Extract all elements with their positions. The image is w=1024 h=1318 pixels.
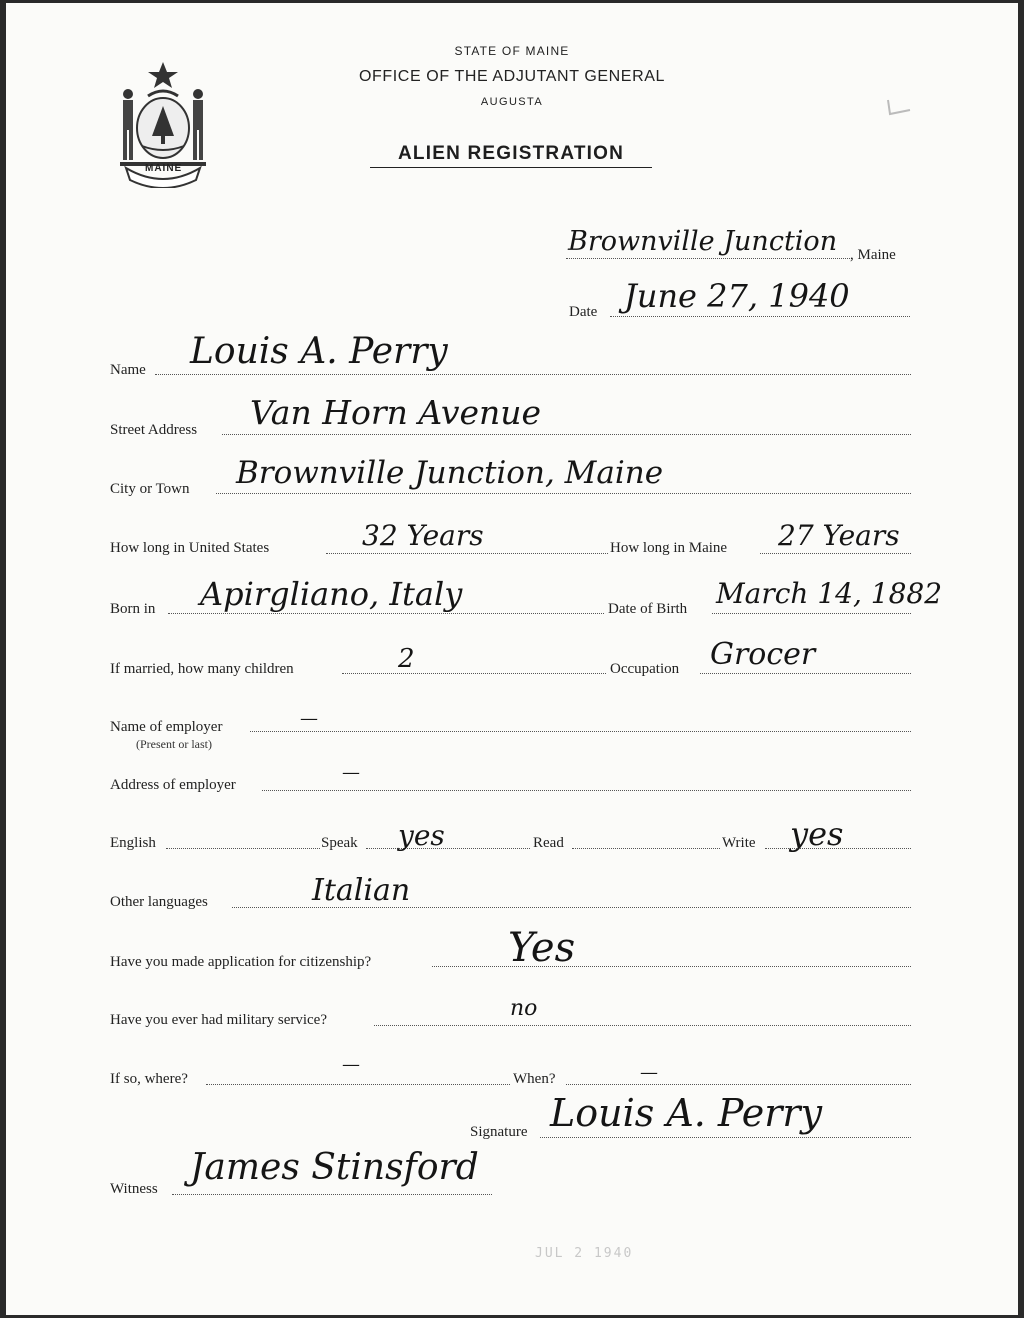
name-dotted-line xyxy=(155,374,911,375)
witness-label: Witness xyxy=(110,1181,158,1197)
occupation-value: Grocer xyxy=(710,637,816,672)
city-heading: AUGUSTA xyxy=(480,96,544,108)
other-languages-label: Other languages xyxy=(110,894,208,910)
city-value: Brownville Junction, Maine xyxy=(236,455,664,491)
place-dotted-line xyxy=(566,258,852,259)
signature-dotted-line xyxy=(540,1137,911,1138)
witness-value: James Stinsford xyxy=(190,1147,479,1188)
employer-address-label: Address of employer xyxy=(110,777,236,793)
signature-label: Signature xyxy=(470,1124,528,1140)
employer-value: — xyxy=(300,708,318,729)
place-handwritten: Brownville Junction xyxy=(568,226,838,257)
when-value: — xyxy=(640,1062,658,1083)
write-label: Write xyxy=(722,835,756,851)
form-title: ALIEN REGISTRATION xyxy=(370,143,652,168)
date-of-birth-value: March 14, 1882 xyxy=(716,577,943,610)
how-long-maine-dotted-line xyxy=(760,553,911,554)
speak-label: Speak xyxy=(321,835,358,851)
military-value: no xyxy=(510,996,538,1021)
date-of-birth-dotted-line xyxy=(712,613,911,614)
children-value: 2 xyxy=(398,644,415,674)
how-long-maine-value: 27 Years xyxy=(778,519,900,552)
write-value: yes xyxy=(790,815,844,853)
how-long-us-dotted-line xyxy=(326,553,608,554)
where-dotted-line xyxy=(206,1084,510,1085)
born-in-label: Born in xyxy=(110,601,156,617)
employer-address-value: — xyxy=(342,762,360,783)
military-label: Have you ever had military service? xyxy=(110,1012,327,1028)
seal-banner-text: MAINE xyxy=(145,163,183,174)
citizenship-value: Yes xyxy=(508,925,576,971)
signature-value: Louis A. Perry xyxy=(550,1091,823,1135)
citizenship-label: Have you made application for citizenship? xyxy=(110,954,372,970)
received-stamp: JUL 2 1940 xyxy=(535,1246,634,1261)
street-address-label: Street Address xyxy=(110,422,198,438)
when-label: When? xyxy=(513,1071,556,1087)
children-dotted-line xyxy=(342,673,606,674)
military-dotted-line xyxy=(374,1025,911,1026)
how-long-us-value: 32 Years xyxy=(362,519,484,552)
street-dotted-line xyxy=(222,434,911,435)
date-dotted-line xyxy=(610,316,910,317)
street-address-value: Van Horn Avenue xyxy=(250,393,542,432)
occupation-dotted-line xyxy=(700,673,911,674)
speak-value: yes xyxy=(398,819,445,852)
office-heading: OFFICE OF THE ADJUTANT GENERAL xyxy=(358,68,666,85)
place-suffix: , Maine xyxy=(850,247,896,263)
date-of-birth-label: Date of Birth xyxy=(608,601,688,617)
english-dotted-line-1 xyxy=(166,848,320,849)
date-value: June 27, 1940 xyxy=(624,277,850,315)
how-long-maine-label: How long in Maine xyxy=(610,540,728,556)
speak-dotted-line xyxy=(366,848,530,849)
when-dotted-line xyxy=(566,1084,911,1085)
employer-label: Name of employer xyxy=(110,719,223,735)
other-languages-value: Italian xyxy=(312,873,411,908)
employer-address-dotted-line xyxy=(262,790,911,791)
citizenship-dotted-line xyxy=(432,966,911,967)
city-dotted-line xyxy=(216,493,911,494)
where-label: If so, where? xyxy=(110,1071,188,1087)
read-dotted-line xyxy=(572,848,720,849)
date-label: Date xyxy=(569,304,598,320)
occupation-label: Occupation xyxy=(610,661,680,677)
english-label: English xyxy=(110,835,156,851)
read-label: Read xyxy=(533,835,564,851)
employer-sublabel: (Present or last) xyxy=(136,737,212,751)
name-label: Name xyxy=(110,362,146,378)
where-value: — xyxy=(342,1054,360,1075)
born-in-value: Apirgliano, Italy xyxy=(200,575,463,613)
city-label: City or Town xyxy=(110,481,190,497)
check-mark-icon xyxy=(886,98,912,118)
how-long-us-label: How long in United States xyxy=(110,540,270,556)
name-value: Louis A. Perry xyxy=(190,331,448,372)
born-in-dotted-line xyxy=(168,613,604,614)
children-label: If married, how many children xyxy=(110,661,294,677)
state-heading: STATE OF MAINE xyxy=(454,44,570,58)
form-sheet xyxy=(6,3,1018,1315)
witness-dotted-line xyxy=(172,1194,492,1195)
employer-dotted-line xyxy=(250,731,911,732)
